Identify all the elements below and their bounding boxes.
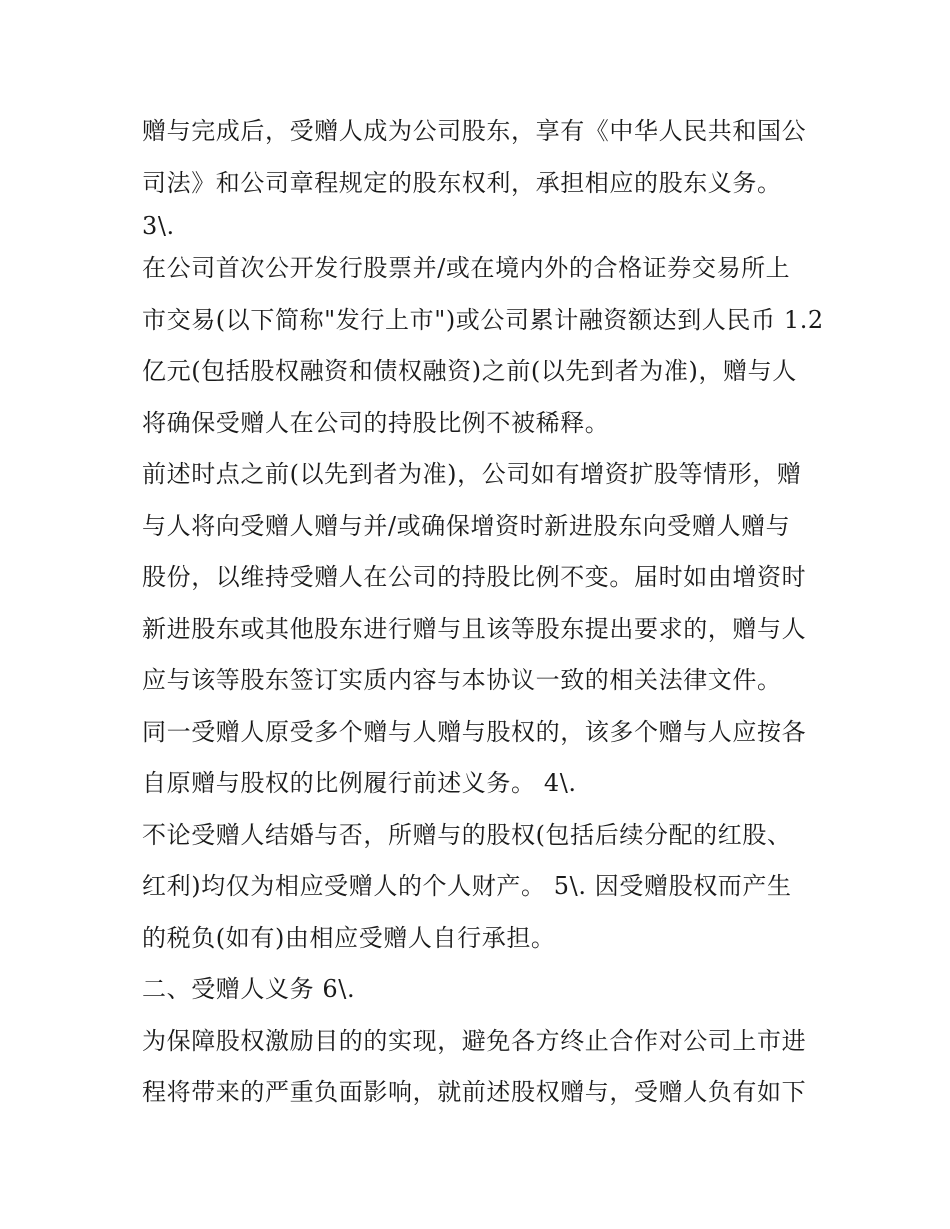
- text-line: 应与该等股东签订实质内容与本协议一致的相关法律文件。: [142, 666, 782, 694]
- text-line: 亿元(包括股权融资和债权融资)之前(以先到者为准)，赠与人: [142, 357, 797, 385]
- text-line: 将确保受赠人在公司的持股比例不被稀释。: [142, 408, 610, 437]
- document-body: [142, 106, 822, 1119]
- text-line: 司法》和公司章程规定的股东权利，承担相应的股东义务。: [142, 168, 782, 197]
- text-line: 赠与完成后，受赠人成为公司股东，享有《中华人民共和国公: [142, 117, 807, 145]
- text-line: 不论受赠人结婚与否，所赠与的股权(包括后续分配的红股、: [142, 820, 792, 849]
- section-heading: 二、受赠人义务 6\.: [142, 975, 356, 1003]
- section-number: 3\.: [142, 212, 175, 240]
- text-line: 的税负(如有)由相应受赠人自行承担。: [142, 923, 556, 952]
- text-line: 新进股东或其他股东进行赠与且该等股东提出要求的，赠与人: [142, 614, 807, 643]
- text-line: 为保障股权激励目的的实现，避免各方终止合作对公司上市进: [142, 1026, 807, 1055]
- text-line: 市交易(以下简称"发行上市")或公司累计融资额达到人民币 1.2: [142, 305, 824, 334]
- text-line: 同一受赠人原受多个赠与人赠与股权的，该多个赠与人应按各: [142, 717, 807, 746]
- text-line: 股份，以维持受赠人在公司的持股比例不变。届时如由增资时: [142, 563, 807, 591]
- text-line: 自原赠与股权的比例履行前述义务。 4\.: [142, 769, 577, 797]
- text-line: 在公司首次公开发行股票并/或在境内外的合格证券交易所上: [142, 254, 791, 282]
- text-line: 程将带来的严重负面影响，就前述股权赠与，受赠人负有如下: [142, 1078, 807, 1106]
- text-line: 与人将向受赠人赠与并/或确保增资时新进股东向受赠人赠与: [142, 511, 791, 540]
- text-line: 红利)均仅为相应受赠人的个人财产。 5\. 因受赠股权而产生: [142, 872, 792, 900]
- text-line: 前述时点之前(以先到者为准)，公司如有增资扩股等情形，赠: [142, 460, 802, 488]
